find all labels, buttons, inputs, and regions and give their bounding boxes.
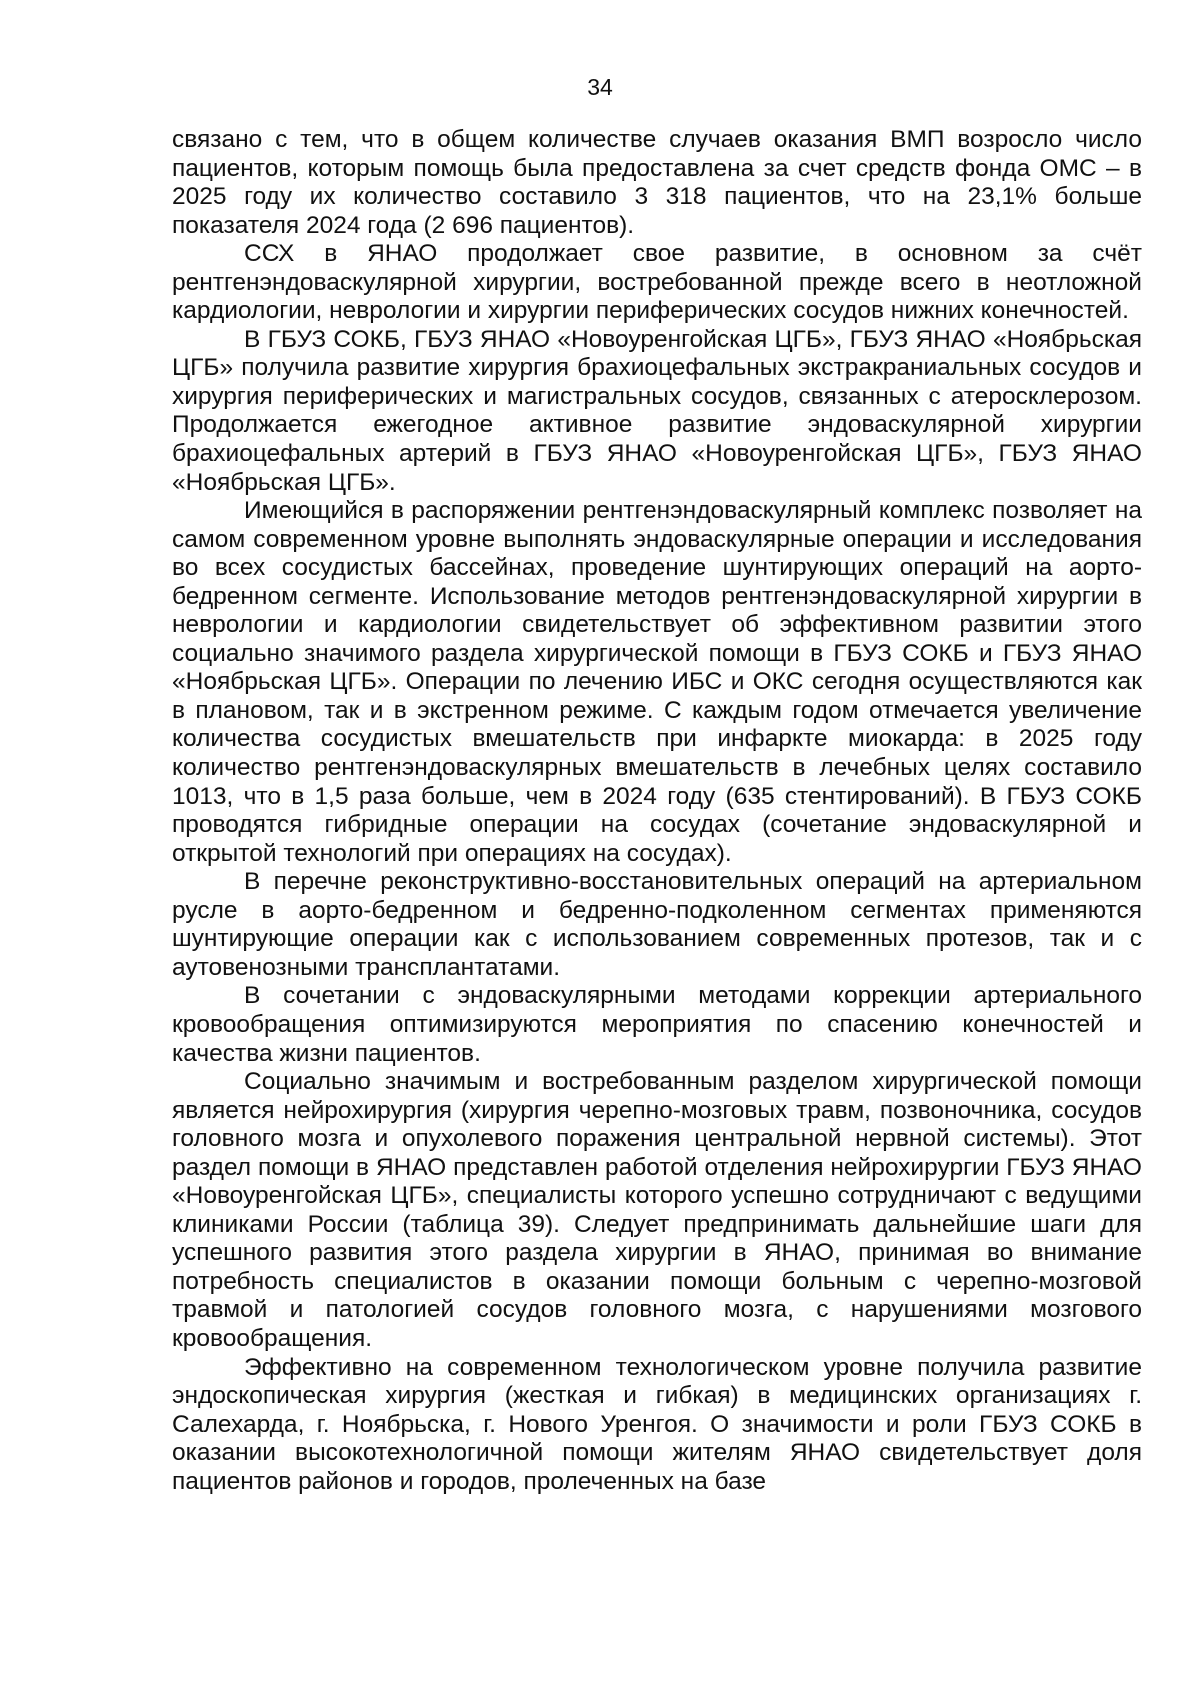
- paragraph-limb-salvage: В сочетании с эндоваскулярными методами коррекции артериального кровообращения оптимизируются мероприятия по спасению конечностей и качества жизни пациентов.: [172, 982, 1142, 1067]
- paragraph-reconstructive-operations: В перечне реконструктивно-восстановительных операций на артериальном русле в аорто-бедренном и бедренно-подколенном сегментах применяются шунтирующие операции как с использованием современных протезов, так и с аутовенозными трансплантатами.: [172, 868, 1142, 981]
- page-number: 34: [587, 74, 613, 100]
- paragraph-brachiocephalic-surgery: В ГБУЗ СОКБ, ГБУЗ ЯНАО «Новоуренгойская ЦГБ», ГБУЗ ЯНАО «Ноябрьская ЦГБ» получила развитие хирургия брахиоцефальных экстракраниальных сосудов и хирургия периферических и магистральных сосудов, связанных с атеросклерозом. Продолжается ежегодное активное развитие эндоваскулярной хирургии брахиоцефальных артерий в ГБУЗ ЯНАО «Новоуренгойская ЦГБ», ГБУЗ ЯНАО «Ноябрьская ЦГБ».: [172, 325, 1142, 496]
- body-text: [172, 126, 1142, 1496]
- paragraph-endovascular-complex: Имеющийся в распоряжении рентгенэндоваскулярный комплекс позволяет на самом современном уровне выполнять эндоваскулярные операции и исследования во всех сосудистых бассейнах, проведение шунтирующих операций на аорто-бедренном сегменте. Использование методов рентгенэндоваскулярной хирургии в неврологии и кардиологии свидетельствует об эффективном развитии этого социально значимого раздела хирургической помощи в ГБУЗ СОКБ и ГБУЗ ЯНАО «Ноябрьская ЦГБ». Операции по лечению ИБС и ОКС сегодня осуществляются как в плановом, так и в экстренном режиме. С каждым годом отмечается увеличение количества сосудистых вмешательств при инфаркте миокарда: в 2025 году количество рентгенэндоваскулярных вмешательств в лечебных целях составило 1013, что в 1,5 раза больше, чем в 2024 году (635 стентирований). В ГБУЗ СОКБ проводятся гибридные операции на сосудах (сочетание эндоваскулярной и открытой технологий при операциях на сосудах).: [172, 497, 1142, 867]
- paragraph-endoscopic-surgery: Эффективно на современном технологическом уровне получила развитие эндоскопическая хирургия (жесткая и гибкая) в медицинских организациях г. Салехарда, г. Ноябрьска, г. Нового Уренгоя. О значимости и роли ГБУЗ СОКБ в оказании высокотехнологичной помощи жителям ЯНАО свидетельствует доля пациентов районов и городов, пролеченных на базе: [172, 1353, 1142, 1495]
- paragraph-ssh-development: ССХ в ЯНАО продолжает свое развитие, в основном за счёт рентгенэндоваскулярной хирургии, востребованной прежде всего в неотложной кардиологии, неврологии и хирургии периферических сосудов нижних конечностей.: [172, 240, 1142, 325]
- paragraph-neurosurgery: Социально значимым и востребованным разделом хирургической помощи является нейрохирургия (хирургия черепно-мозговых травм, позвоночника, сосудов головного мозга и опухолевого поражения центральной нервной системы). Этот раздел помощи в ЯНАО представлен работой отделения нейрохирургии ГБУЗ ЯНАО «Новоуренгойская ЦГБ», специалисты которого успешно сотрудничают с ведущими клиниками России (таблица 39). Следует предпринимать дальнейшие шаги для успешного развития этого раздела хирургии в ЯНАО, принимая во внимание потребность специалистов в оказании помощи больным с черепно-мозговой травмой и патологией сосудов головного мозга, с нарушениями мозгового кровообращения.: [172, 1068, 1142, 1352]
- paragraph-continuation: связано с тем, что в общем количестве случаев оказания ВМП возросло число пациентов, которым помощь была предоставлена за счет средств фонда ОМС – в 2025 году их количество составило 3 318 пациентов, что на 23,1% больше показателя 2024 года (2 696 пациентов).: [172, 126, 1142, 239]
